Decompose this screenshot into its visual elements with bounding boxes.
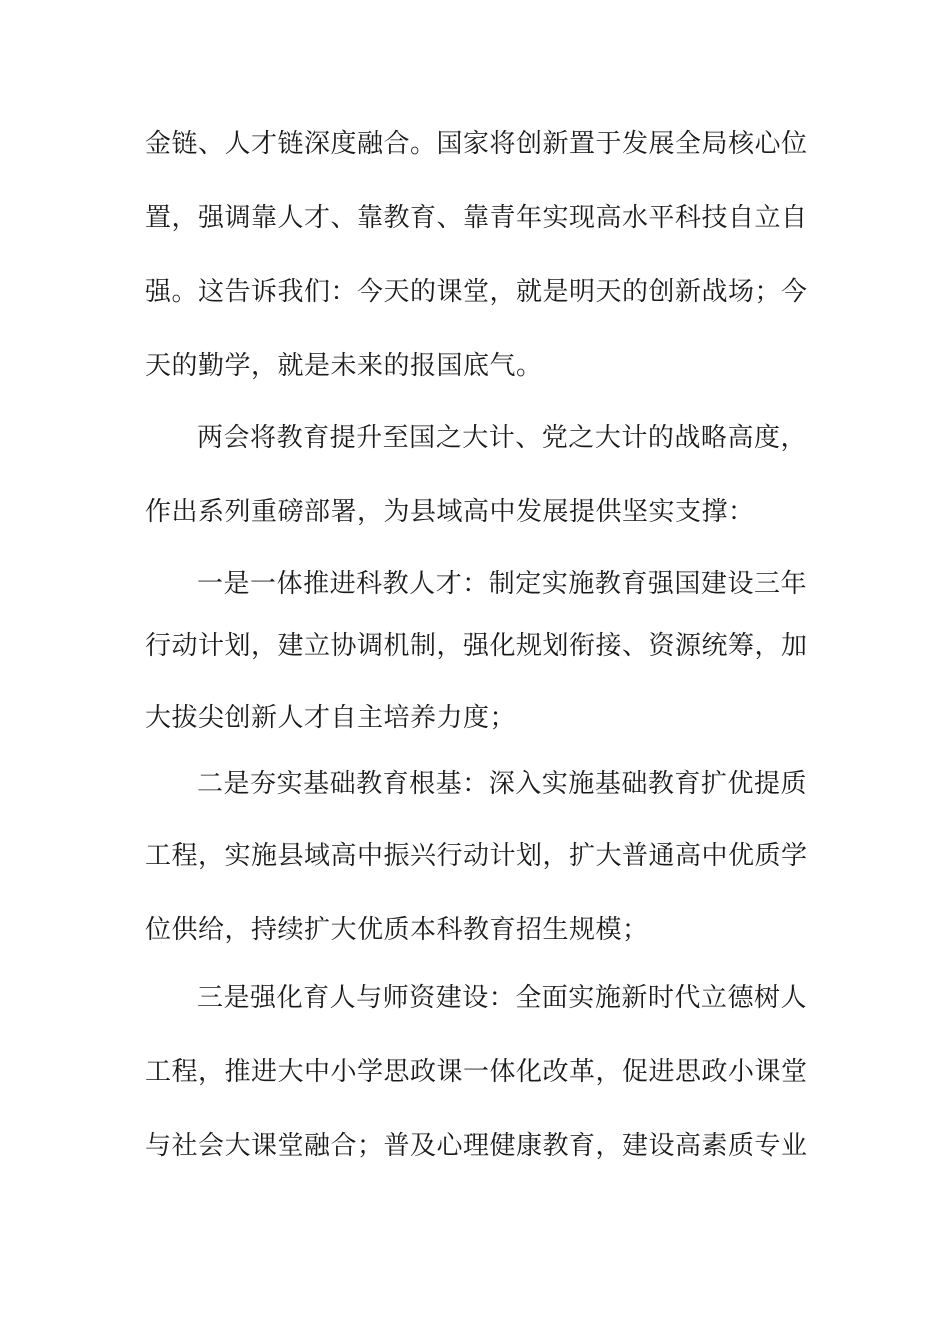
text-line: 大拔尖创新人才自主培养力度； bbox=[145, 703, 517, 733]
paragraph-first-line: 二是夯实基础教育根基：深入实施基础教育扩优提质 bbox=[197, 769, 807, 799]
text-line: 工程，推进大中小学思政课一体化改革，促进思政小课堂 bbox=[145, 1057, 808, 1087]
text-line: 天的勤学，就是未来的报国底气。 bbox=[145, 351, 543, 381]
text-line: 强。这告诉我们：今天的课堂，就是明天的创新战场；今 bbox=[145, 277, 808, 307]
text-line: 作出系列重磅部署，为县域高中发展提供坚实支撑： bbox=[145, 497, 755, 527]
paragraph-first-line: 两会将教育提升至国之大计、党之大计的战略高度， bbox=[197, 423, 807, 453]
text-line: 位供给，持续扩大优质本科教育招生规模； bbox=[145, 915, 649, 945]
paragraph-first-line: 三是强化育人与师资建设：全面实施新时代立德树人 bbox=[197, 983, 807, 1013]
text-line: 置，强调靠人才、靠教育、靠青年实现高水平科技自立自 bbox=[145, 203, 808, 233]
text-line: 金链、人才链深度融合。国家将创新置于发展全局核心位 bbox=[145, 129, 808, 159]
text-line: 与社会大课堂融合；普及心理健康教育，建设高素质专业 bbox=[145, 1131, 808, 1161]
paragraph-first-line: 一是一体推进科教人才：制定实施教育强国建设三年 bbox=[197, 569, 807, 599]
text-line: 行动计划，建立协调机制，强化规划衔接、资源统筹，加 bbox=[145, 631, 808, 661]
text-line: 工程，实施县域高中振兴行动计划，扩大普通高中优质学 bbox=[145, 841, 808, 871]
